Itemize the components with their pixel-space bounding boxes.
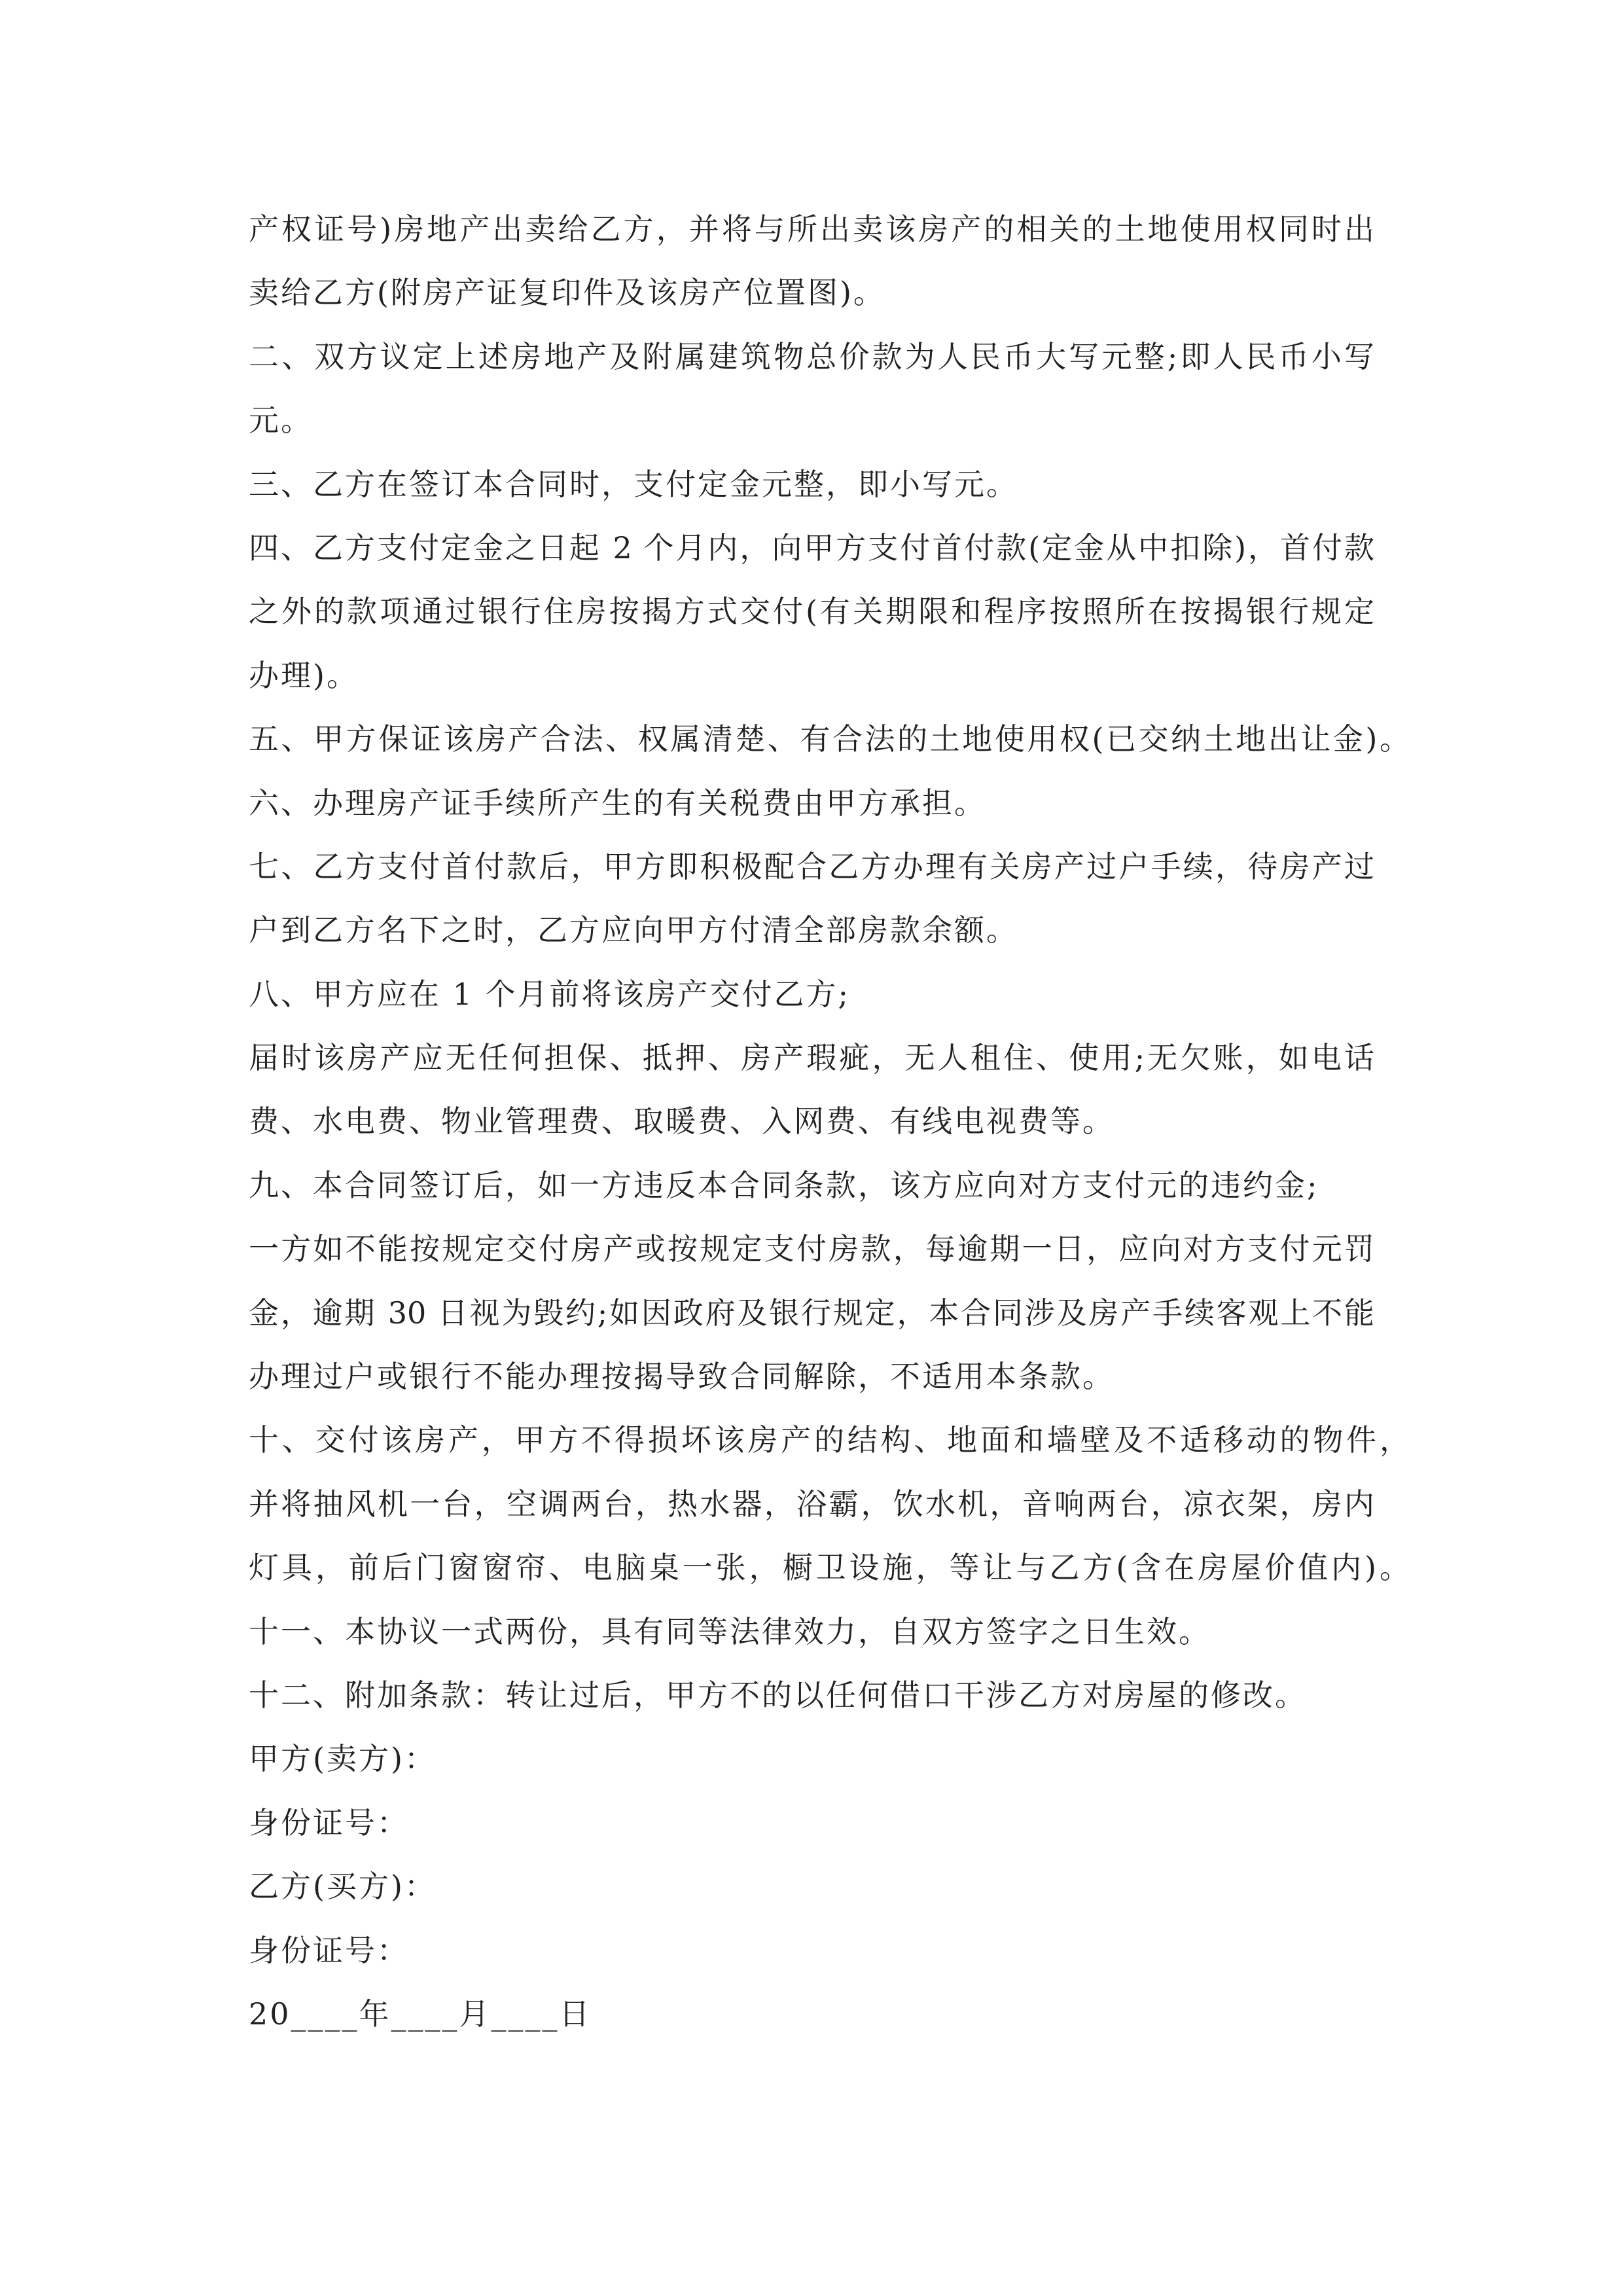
clause-4	[249, 516, 1420, 708]
clause-7-line-1: 七、乙方支付首付款后，甲方即积极配合乙方办理有关房产过户手续，待房产过	[249, 848, 1374, 884]
clause-3	[249, 453, 1420, 516]
clause-10-line-2: 并将抽风机一台，空调两台，热水器，浴霸，饮水机，音响两台，凉衣架，房内	[249, 1486, 1374, 1522]
clause-9-line-3: 金，逾期 30 日视为毁约;如因政府及银行规定，本合同涉及房产手续客观上不能	[249, 1295, 1374, 1331]
clause-8-line-2: 届时该房产应无任何担保、抵押、房产瑕疵，无人租住、使用;无欠账，如电话	[249, 1040, 1374, 1076]
clause-10-line-3: 灯具，前后门窗窗帘、电脑桌一张，橱卫设施，等让与乙方(含在房屋价值内)。	[249, 1550, 1410, 1586]
clause-6-line-1: 六、办理房产证手续所产生的有关税费由甲方承担。	[249, 785, 986, 821]
clause-3-line-1: 三、乙方在签订本合同时，支付定金元整，即小写元。	[249, 466, 1018, 502]
clause-7	[249, 835, 1420, 963]
clause-7-line-2: 户到乙方名下之时，乙方应向甲方付清全部房款余额。	[249, 912, 1018, 948]
clause-10-line-1: 十、交付该房产，甲方不得损坏该房产的结构、地面和墙壁及不适移动的物件，	[249, 1422, 1410, 1458]
clause-1-line-2: 卖给乙方(附房产证复印件及该房产位置图)。	[249, 275, 885, 311]
clause-5-line-1: 五、甲方保证该房产合法、权属清楚、有合法的土地使用权(已交纳土地出让金)。	[249, 721, 1410, 757]
clause-12	[249, 1664, 1420, 1727]
seller-label: 甲方(卖方)：	[249, 1741, 437, 1777]
clause-4-line-3: 办理)。	[249, 657, 359, 693]
clause-1-line-1: 产权证号)房地产出卖给乙方，并将与所出卖该房产的相关的土地使用权同时出	[249, 211, 1374, 247]
clause-12-line-1: 十二、附加条款：转让过后，甲方不的以任何借口干涉乙方对房屋的修改。	[249, 1677, 1307, 1713]
buyer-label: 乙方(买方)：	[249, 1869, 437, 1905]
clause-9	[249, 1154, 1420, 1409]
clause-10	[249, 1408, 1420, 1600]
clause-8-line-3: 费、水电费、物业管理费、取暖费、入网费、有线电视费等。	[249, 1103, 1115, 1139]
clause-11	[249, 1600, 1420, 1664]
clause-2	[249, 325, 1420, 453]
clause-5	[249, 708, 1420, 771]
clause-1-continuation	[249, 198, 1420, 325]
clause-11-line-1: 十一、本协议一式两份，具有同等法律效力，自双方签字之日生效。	[249, 1613, 1211, 1649]
clause-4-line-1: 四、乙方支付定金之日起 2 个月内，向甲方支付首付款(定金从中扣除)，首付款	[249, 529, 1374, 565]
clause-6	[249, 772, 1420, 835]
signature-block	[249, 1727, 1420, 2046]
clause-4-line-2: 之外的款项通过银行住房按揭方式交付(有关期限和程序按照所在按揭银行规定	[249, 594, 1374, 630]
buyer-id-label: 身份证号：	[249, 1932, 409, 1968]
seller-id-label: 身份证号：	[249, 1804, 409, 1840]
contract-body	[249, 198, 1420, 2046]
clause-9-line-1: 九、本合同签订后，如一方违反本合同条款，该方应向对方支付元的违约金;	[249, 1167, 1319, 1203]
clause-2-line-1: 二、双方议定上述房地产及附属建筑物总价款为人民币大写元整;即人民币小写	[249, 338, 1374, 374]
clause-9-line-4: 办理过户或银行不能办理按揭导致合同解除，不适用本条款。	[249, 1359, 1115, 1395]
clause-9-line-2: 一方如不能按规定交付房产或按规定支付房款，每逾期一日，应向对方支付元罚	[249, 1231, 1374, 1267]
clause-8-line-1: 八、甲方应在 1 个月前将该房产交付乙方;	[249, 976, 851, 1012]
clause-2-line-2: 元。	[249, 403, 313, 439]
date-line: 20____年____月____日	[249, 1996, 592, 2032]
clause-8	[249, 963, 1420, 1154]
